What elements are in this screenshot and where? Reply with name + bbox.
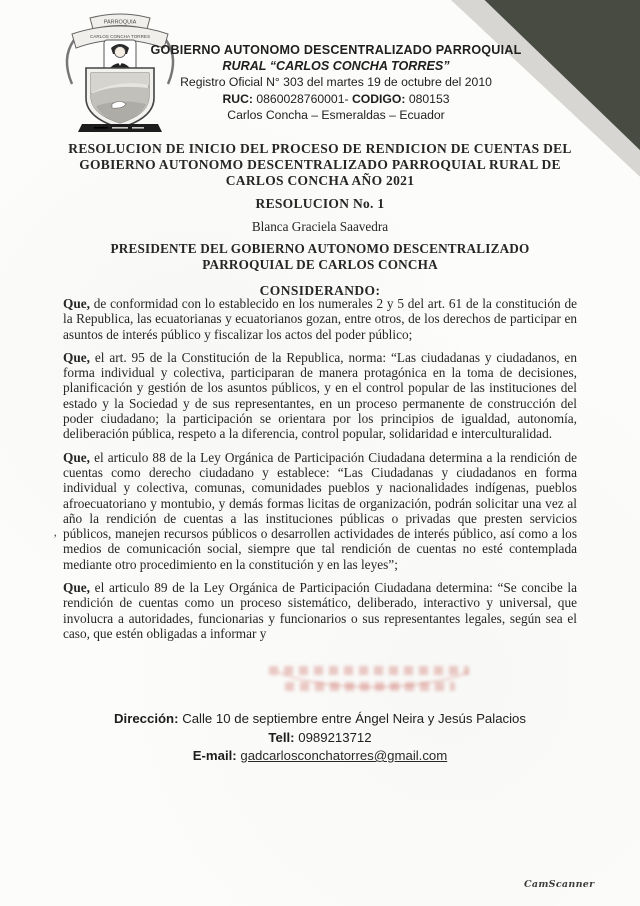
org-name-line2: RURAL “CARLOS CONCHA TORRES” <box>222 59 450 73</box>
phone-label: Tell: <box>268 729 295 745</box>
document-title-line1: RESOLUCION DE INICIO DEL PROCESO DE RENDICION DE CUENTAS DEL <box>68 141 572 156</box>
paragraph-lead: Que, <box>63 449 90 465</box>
email-label: E-mail: <box>192 748 237 763</box>
registro-oficial-line: Registro Oficial N° 303 del martes 19 de octubre del 2010 <box>180 75 492 89</box>
codigo-value: 080153 <box>408 91 450 106</box>
stamp-text-row <box>285 682 455 691</box>
email-line <box>0 747 640 766</box>
ruc-codigo-line <box>150 91 522 108</box>
crest-banner-name-text: CARLOS CONCHA TORRES <box>89 34 151 39</box>
location-line: Carlos Concha – Esmeraldas – Ecuador <box>227 108 445 122</box>
crest-ribbon-tail-left <box>67 40 74 84</box>
stamp-text-row <box>269 666 469 675</box>
crest-banner-bottom-mark2 <box>112 127 128 129</box>
camscanner-watermark: CamScanner <box>524 879 595 890</box>
document-title-line3: CARLOS CONCHA AÑO 2021 <box>225 172 415 188</box>
ruc-value: 0860028760001- <box>256 91 349 106</box>
paragraph-text: el articulo 89 de la Ley Orgánica de Participación Ciudadana determina: “Se concibe la rendición de cuentas como un proceso sistemático, deliberado, interactivo y universal, que involucra a autoridades, funcionarias y funcionarios o sus representantes legales, según sea el caso, que estén obligadas a informar y <box>63 580 578 641</box>
paragraph-text: el art. 95 de la Constitución de la Republica, norma: “Las ciudadanas y ciudadanos, en forma individual y colectiva, participaran de manera protagónica en la toma de decisiones, planificación y gestión de los asuntos públicos, y en el control popular de las instituciones del estado y la Sociedad y de sus representantes, en un proceso permanente de construcción del poder ciudadano; la participación se orientara por los principios de igualdad, autonomía, deliberación pública, respeto a la diferencia, control popular, solidaridad e interculturalidad. <box>63 349 577 442</box>
phone-value: 0989213712 <box>298 729 372 745</box>
crest-banner-top-text: PARROQUIA <box>103 19 137 26</box>
crest-banner-bottom-mark1 <box>94 127 108 129</box>
contact-footer <box>0 710 640 766</box>
resolution-body <box>53 296 578 649</box>
paragraph-text: el articulo 88 de la Ley Orgánica de Participación Ciudadana determina a la rendición de cuentas como derecho ciudadano y establece: “Las Ciudadanas y ciudadanos en forma individual y colectiva, comunas, comunidades pueblos y nacionalidades indígenas, pueblos afroecuatoriano y montubio, y demás formas licitas de organización, podrán solicitar una vez al año la rendición de cuentas a las instituciones públicas o privadas que presten servicios públicos, manejen recursos públicos o desarrollen actividades de interés público, así como a los medios de comunicación social, siempre que tal rendición de cuentas no esté contemplada mediante otro procedimiento en la constitución y en las leyes”; <box>63 449 578 572</box>
resolution-number: RESOLUCION No. 1 <box>255 196 385 212</box>
signatory-title-line2: PARROQUIAL DE CARLOS CONCHA <box>202 256 438 272</box>
crest-bust-face <box>115 47 126 58</box>
paragraph-4 <box>63 580 577 641</box>
paragraph-lead: Que, <box>63 296 90 311</box>
email-link[interactable]: gadcarlosconchatorres@gmail.com <box>240 748 448 763</box>
paragraph-lead: Que, <box>63 580 90 596</box>
paragraph-2 <box>63 350 577 442</box>
ruc-label: RUC: <box>222 91 253 106</box>
paragraph-1 <box>63 296 577 342</box>
pen-mark: ‚ <box>53 524 58 539</box>
signatory-title-line1: PRESIDENTE DEL GOBIERNO AUTONOMO DESCENTRALIZADO <box>110 241 530 257</box>
document-title <box>63 141 577 188</box>
address-value: Calle 10 de septiembre entre Ángel Neira y Jesús Palacios <box>182 711 526 726</box>
document-title-line2: GOBIERNO AUTONOMO DESCENTRALIZADO PARROQUIAL RURAL DE <box>79 156 561 172</box>
considering-heading: CONSIDERANDO: <box>259 282 381 298</box>
codigo-label: CODIGO: <box>351 91 406 106</box>
title-block <box>63 141 577 299</box>
signatory-name: Blanca Graciela Saavedra <box>251 219 389 235</box>
crest-banner-bottom-mark3 <box>132 127 144 129</box>
paragraph-3 <box>63 450 577 572</box>
paragraph-lead: Que, <box>63 349 90 365</box>
signatory-title <box>63 241 577 271</box>
letterhead <box>150 42 522 124</box>
phone-line <box>0 729 640 748</box>
faint-red-stamp <box>243 650 499 718</box>
address-line <box>0 710 640 729</box>
address-label: Dirección: <box>114 711 179 726</box>
org-name-line1: GOBIERNO AUTONOMO DESCENTRALIZADO PARROQUIAL <box>150 43 522 57</box>
paragraph-text: de conformidad con lo establecido en los numerales 2 y 5 del art. 61 de la constitución de la Republica, las ecuatorianas y ecuatorianos gozan, entre otros, de los derechos de participar en asuntos de interés público y fiscalizar los actos del poder público; <box>63 296 577 342</box>
